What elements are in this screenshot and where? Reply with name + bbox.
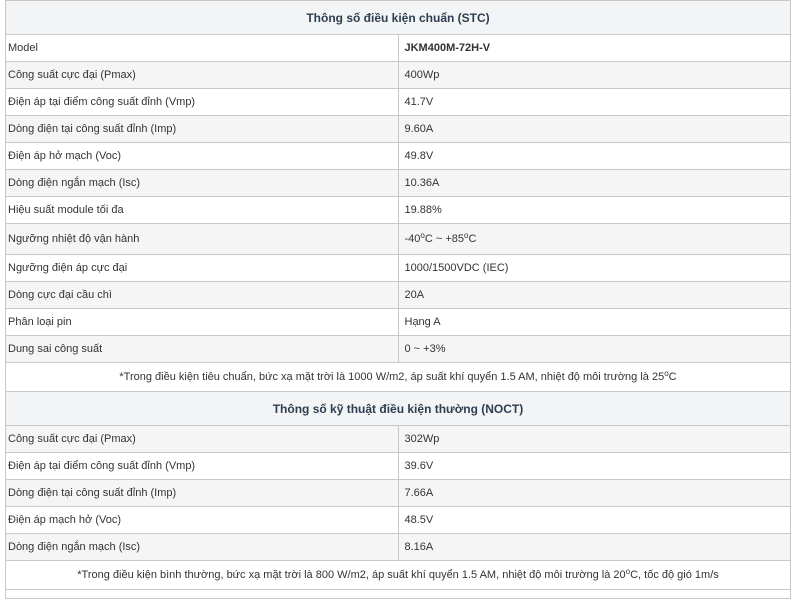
row-label: Dung sai công suất [6,336,399,363]
table-row [6,507,791,534]
noct-title: Thông số kỹ thuật điều kiện thường (NOCT) [6,392,791,426]
row-value: 8.16A [398,534,791,561]
row-label: Công suất cực đại (Pmax) [6,426,399,453]
row-label: Dòng điện tại công suất đỉnh (Imp) [6,480,399,507]
row-value: 1000/1500VDC (IEC) [398,255,791,282]
row-value: 19.88% [398,197,791,224]
table-row [6,35,791,62]
table-row [6,336,791,363]
row-value: 48.5V [398,507,791,534]
table-row [6,143,791,170]
row-label: Điện áp mạch hở (Voc) [6,507,399,534]
stc-note: *Trong điều kiện tiêu chuẩn, bức xạ mặt trời là 1000 W/m2, áp suất khí quyển 1.5 AM, nhiệt độ môi trường là 25$^o$C [6,363,791,392]
table-row [6,116,791,143]
table-row [6,534,791,561]
row-value: 302Wp [398,426,791,453]
row-label: Dòng điện tại công suất đỉnh (Imp) [6,116,399,143]
row-label: Điện áp tại điểm công suất đỉnh (Vmp) [6,89,399,116]
row-label: Điện áp tại điểm công suất đỉnh (Vmp) [6,453,399,480]
table-row [6,426,791,453]
table-bottom-edge [6,590,791,599]
row-value: 400Wp [398,62,791,89]
row-label: Phân loại pin [6,309,399,336]
row-value: 39.6V [398,453,791,480]
spec-table-container [5,0,791,599]
row-value: 7.66A [398,480,791,507]
row-label: Ngưỡng điện áp cực đại [6,255,399,282]
table-row [6,282,791,309]
table-row [6,453,791,480]
row-value: 41.7V [398,89,791,116]
row-value: 20A [398,282,791,309]
row-value: 9.60A [398,116,791,143]
row-value: Hạng A [398,309,791,336]
noct-note-row [6,561,791,590]
table-row [6,62,791,89]
noct-note: *Trong điều kiện bình thường, bức xạ mặt trời là 800 W/m2, áp suất khí quyển 1.5 AM, nhiệt độ môi trường là 20$^o$C, tốc độ gió 1m/s [6,561,791,590]
stc-header-row [6,1,791,35]
spec-table [5,0,791,599]
table-row [6,480,791,507]
row-label: Hiệu suất module tối đa [6,197,399,224]
row-value: 49.8V [398,143,791,170]
row-label: Dòng điện ngắn mạch (Isc) [6,534,399,561]
row-label: Điện áp hở mạch (Voc) [6,143,399,170]
row-label: Công suất cực đại (Pmax) [6,62,399,89]
table-row [6,197,791,224]
row-label: Dòng điện ngắn mạch (Isc) [6,170,399,197]
table-row [6,89,791,116]
stc-note-row [6,363,791,392]
table-row [6,255,791,282]
row-label: Model [6,35,399,62]
row-value: 10.36A [398,170,791,197]
row-label: Ngưỡng nhiệt độ vận hành [6,224,399,255]
row-value: -40$^o$C ~ $+85^oC$ [398,224,791,255]
row-value: JKM400M-72H-V [398,35,791,62]
table-row [6,170,791,197]
row-value: 0 ~ +3% [398,336,791,363]
table-bottom-cell [6,590,791,599]
row-label: Dòng cực đại cầu chì [6,282,399,309]
table-row [6,309,791,336]
table-row [6,224,791,255]
stc-title: Thông số điều kiện chuẩn (STC) [6,1,791,35]
noct-header-row [6,392,791,426]
